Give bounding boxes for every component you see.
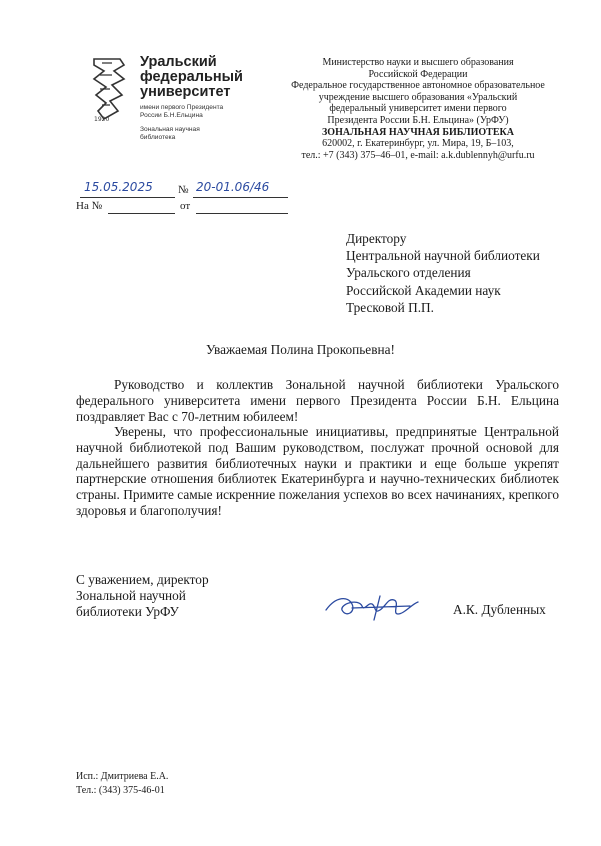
university-subtitle <box>140 104 223 120</box>
addressee-line: Уральского отделения <box>346 265 471 281</box>
org-line: федеральный университет имени первого <box>329 103 507 115</box>
university-subtitle-line: имени первого Президента <box>140 104 224 111</box>
university-name-line: Уральский <box>140 54 217 70</box>
ref-from-label: от <box>180 200 191 212</box>
executor-block <box>76 770 168 797</box>
number-underline <box>193 197 288 198</box>
org-line: учреждение высшего образования «Уральский <box>318 91 518 103</box>
library-subtitle-line: Зональная научная <box>140 126 200 133</box>
ref-label: На № <box>76 200 103 212</box>
closing-block <box>76 572 209 619</box>
org-line: Российской Федерации <box>368 68 468 80</box>
university-name-line: университет <box>140 84 231 100</box>
date-underline <box>80 197 175 198</box>
handwritten-signature <box>322 590 432 624</box>
signer-name: А.К. Дубленных <box>453 602 546 617</box>
library-subtitle-line: библиотека <box>140 134 176 141</box>
addressee-line: Центральной научной библиотеки <box>346 248 540 264</box>
university-name <box>140 55 243 100</box>
addressee-line: Российской Академии наук <box>346 282 501 298</box>
outgoing-date: 15.05.2025 <box>84 180 153 194</box>
paragraph-2: Уверены, что профессиональные инициативы, предпринятые Центральной научной библиотекой под Вашим руководством, послужат прочной основой для дальнейшего развития библиотечных науки и практики и еще больше укрепят партнерские отношения библиотек Екатеринбурга и научно-технических библиотек страны. Примите самые искренние пожелания успехов во всех начинаниях, крепкого здоровья и благополучия! <box>76 424 559 518</box>
closing-line: библиотеки УрФУ <box>76 603 179 619</box>
addressee-line: Тресковой П.П. <box>346 299 434 315</box>
executor-name: Исп.: Дмитриева Е.А. <box>76 771 169 782</box>
closing-line: С уважением, директор <box>76 572 209 587</box>
outgoing-number: 20-01.06/46 <box>196 180 270 194</box>
executor-phone: Тел.: (343) 375-46-01 <box>76 784 165 796</box>
number-label: № <box>178 184 189 196</box>
addressee-block <box>346 230 540 316</box>
paragraph-1: Руководство и коллектив Зональной научной библиотеки Уральского федерального университета имени первого Президента России Б.Н. Ельцина поздравляет Вас с 70-летним юбилеем! <box>76 377 559 424</box>
urfu-logo-icon <box>90 55 128 123</box>
closing-line: Зональной научной <box>76 587 186 603</box>
addressee-line: Директору <box>346 231 407 246</box>
org-line: Федеральное государственное автономное образовательное <box>291 80 545 92</box>
library-subtitle <box>140 126 200 142</box>
org-address: 620002, г. Екатеринбург, ул. Мира, 19, Б–103, <box>322 138 514 150</box>
org-line: Министерство науки и высшего образования <box>322 57 514 68</box>
org-line: Президента России Б.Н. Ельцина» (УрФУ) <box>327 114 509 126</box>
organization-header <box>258 57 578 161</box>
library-name: ЗОНАЛЬНАЯ НАУЧНАЯ БИБЛИОТЕКА <box>322 126 514 138</box>
ref-number-line <box>108 213 175 214</box>
university-name-line: федеральный <box>140 69 243 85</box>
svg-text:1920: 1920 <box>94 116 110 123</box>
greeting: Уважаемая Полина Прокопьевна! <box>206 342 395 357</box>
university-subtitle-line: России Б.Н.Ельцина <box>140 112 203 119</box>
org-contacts: тел.: +7 (343) 375–46–01, e-mail: a.k.dublennyh@urfu.ru <box>301 149 535 161</box>
ref-date-line <box>196 213 288 214</box>
